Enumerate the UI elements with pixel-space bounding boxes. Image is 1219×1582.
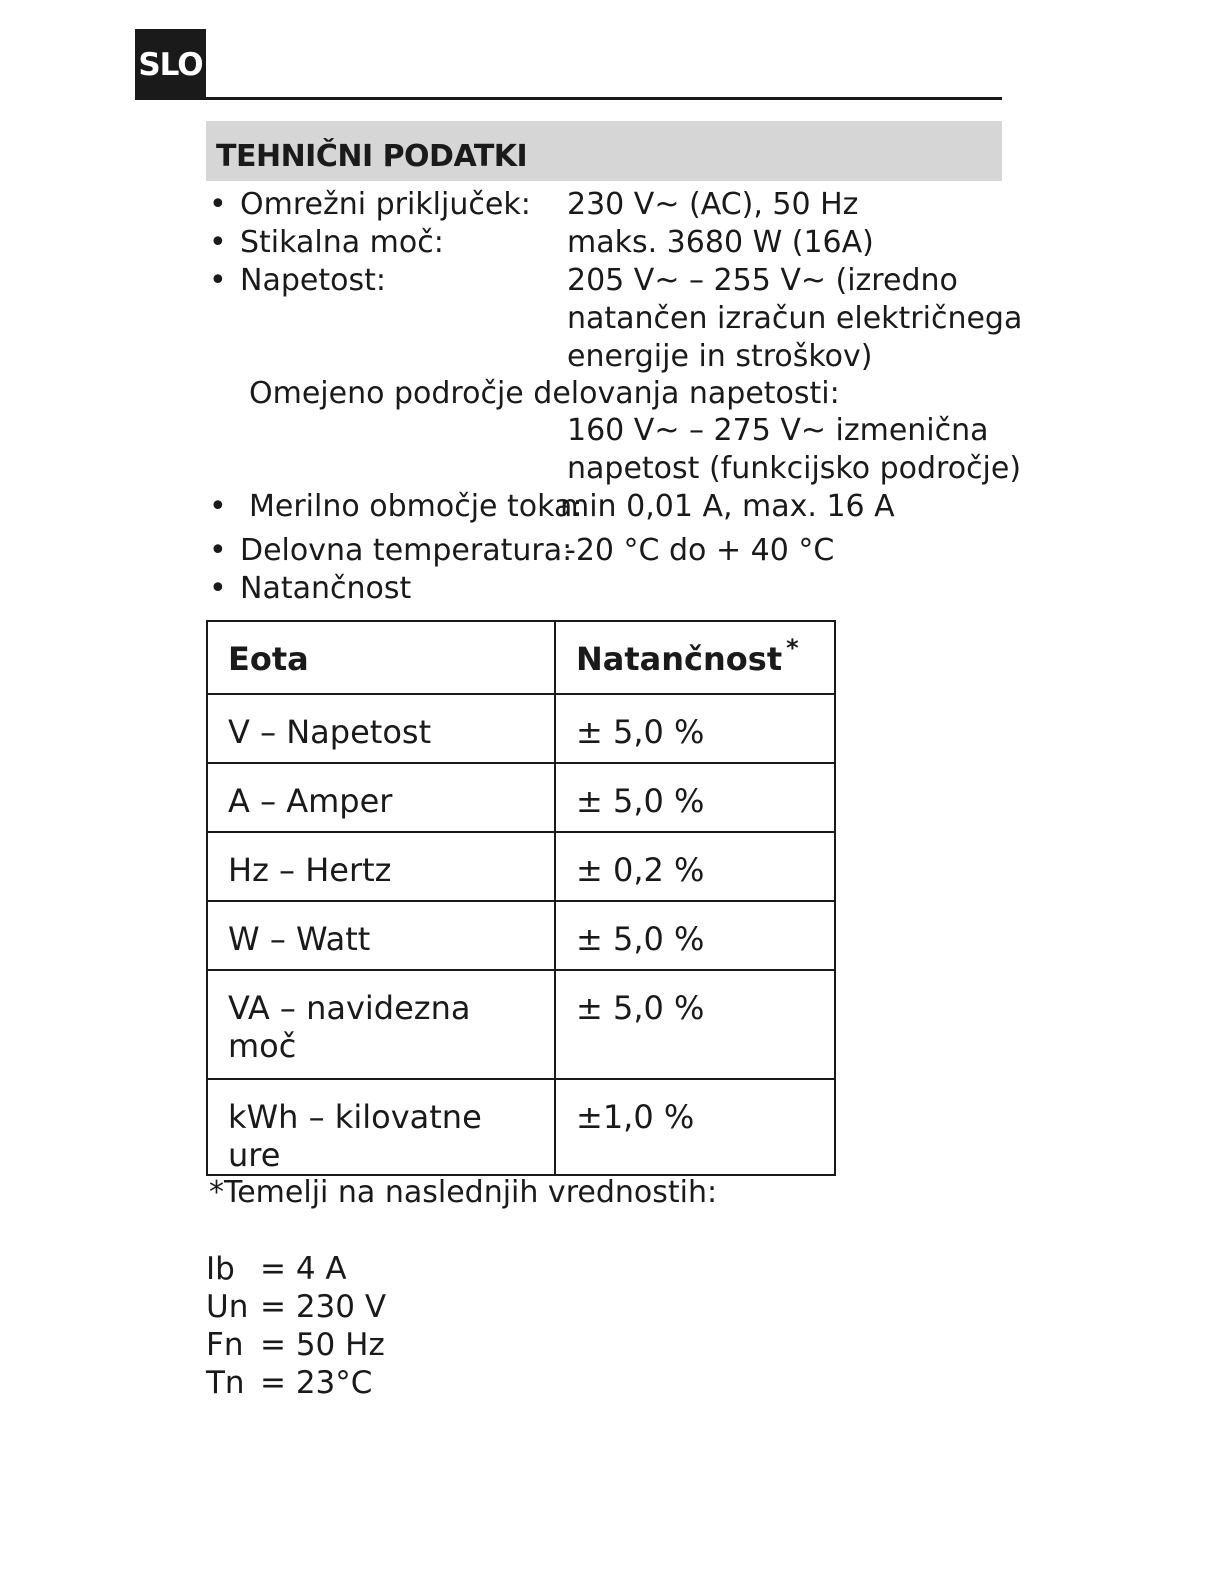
section-header <box>206 121 1002 181</box>
section-title: TEHNIČNI PODATKI <box>216 139 528 174</box>
table-row <box>207 763 835 832</box>
bullet: • <box>209 263 227 298</box>
reference-value: Fn = 50 Hz <box>206 1327 385 1363</box>
language-tab: SLO <box>135 29 206 100</box>
spec-value: 230 V~ (AC), 50 Hz <box>567 187 859 222</box>
bullet: • <box>209 571 227 606</box>
spec-value: energije in stroškov) <box>567 339 873 374</box>
accuracy-label: Natančnost <box>240 571 412 606</box>
table-cell: ± 5,0 % <box>555 901 835 970</box>
table-header-row <box>207 621 835 694</box>
spec-value: natančen izračun električnega <box>567 301 1023 336</box>
temperature-value: -20 °C do + 40 °C <box>565 533 835 568</box>
limited-range-value: 160 V~ – 275 V~ izmenična <box>567 413 989 448</box>
table-row <box>207 832 835 901</box>
table-cell: VA – navidezna moč <box>207 970 555 1079</box>
spec-label: Stikalna moč: <box>240 225 444 260</box>
reference-value: Tn = 23°C <box>206 1365 373 1401</box>
table-cell: Hz – Hertz <box>207 832 555 901</box>
limited-range-label: Omejeno področje delovanja napetosti: <box>249 376 840 411</box>
limited-range-value: napetost (funkcijsko področje) <box>567 451 1022 486</box>
table-header: Natančnost * <box>555 621 835 694</box>
reference-value: Un = 230 V <box>206 1289 387 1325</box>
table-cell: ± 0,2 % <box>555 832 835 901</box>
table-cell: ±1,0 % <box>555 1079 835 1175</box>
spec-value: maks. 3680 W (16A) <box>567 225 874 260</box>
footnote: *Temelji na naslednjih vrednostih: <box>209 1175 718 1210</box>
header-rule <box>206 97 1002 100</box>
spec-label: Napetost: <box>240 263 386 298</box>
current-range-label: Merilno območje toka: <box>249 489 583 524</box>
footnote-mark: * <box>786 634 799 662</box>
table-header: Eota <box>207 621 555 694</box>
spec-value: 205 V~ – 255 V~ (izredno <box>567 263 958 298</box>
table-row <box>207 1079 835 1175</box>
bullet: • <box>209 489 227 524</box>
reference-value: Ib = 4 A <box>206 1251 347 1287</box>
table-cell: V – Napetost <box>207 694 555 763</box>
table-cell: ± 5,0 % <box>555 763 835 832</box>
table-row <box>207 970 835 1079</box>
table-cell: kWh – kilovatne ure <box>207 1079 555 1175</box>
bullet: • <box>209 187 227 222</box>
table-cell: W – Watt <box>207 901 555 970</box>
accuracy-table <box>206 620 836 1176</box>
table-cell: ± 5,0 % <box>555 694 835 763</box>
table-row <box>207 901 835 970</box>
bullet: • <box>209 225 227 260</box>
table-cell: ± 5,0 % <box>555 970 835 1079</box>
table-row <box>207 694 835 763</box>
bullet: • <box>209 533 227 568</box>
spec-label: Omrežni priključek: <box>240 187 531 222</box>
current-range-value: min 0,01 A, max. 16 A <box>560 489 895 524</box>
table-cell: A – Amper <box>207 763 555 832</box>
temperature-label: Delovna temperatura: <box>240 533 573 568</box>
